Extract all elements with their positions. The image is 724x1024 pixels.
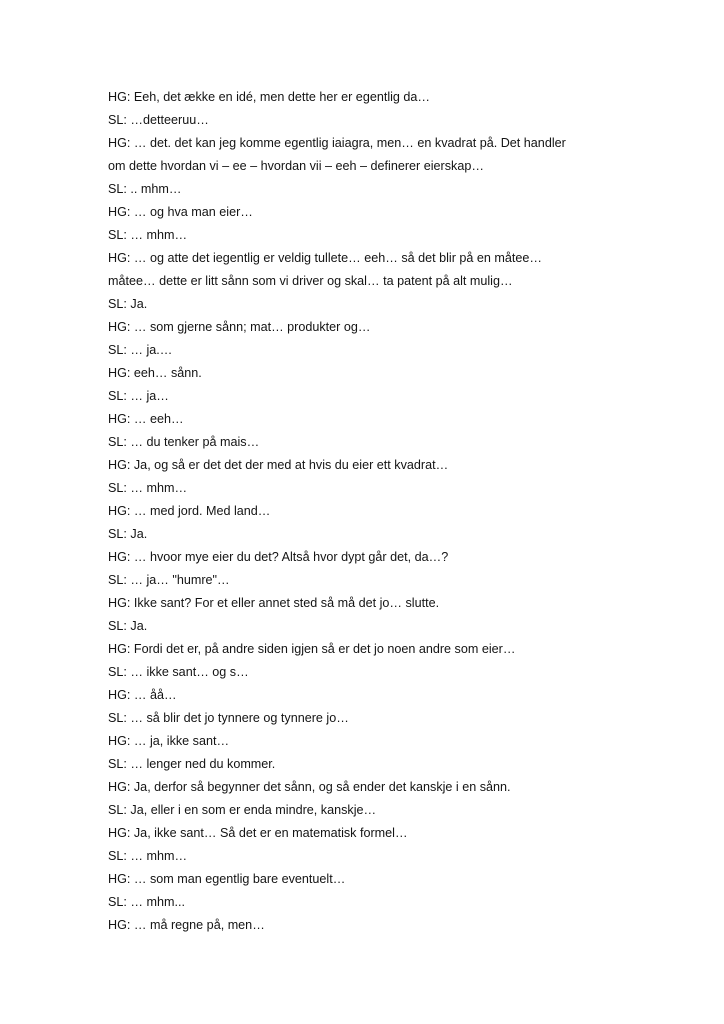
transcript-line: HG: … hvoor mye eier du det? Altså hvor dypt går det, da…? bbox=[108, 550, 449, 564]
transcript-line: SL: … ja.… bbox=[108, 343, 173, 357]
transcript-line: SL: Ja. bbox=[108, 297, 148, 311]
transcript-line: HG: … og hva man eier… bbox=[108, 205, 253, 219]
transcript-line: HG: … som gjerne sånn; mat… produkter og… bbox=[108, 320, 371, 334]
transcript-line: HG: … det. det kan jeg komme egentlig iaiagra, men… en kvadrat på. Det handler bbox=[108, 136, 566, 150]
transcript-line: SL: .. mhm… bbox=[108, 182, 182, 196]
transcript-line: SL: … ikke sant… og s… bbox=[108, 665, 249, 679]
transcript-line: SL: …detteeruu… bbox=[108, 113, 209, 127]
transcript-line: SL: … mhm… bbox=[108, 481, 188, 495]
transcript-line: HG: Ja, og så er det det der med at hvis du eier ett kvadrat… bbox=[108, 458, 449, 472]
transcript-line: HG: Ikke sant? For et eller annet sted så må det jo… slutte. bbox=[108, 596, 440, 610]
transcript-line: HG: Fordi det er, på andre siden igjen så er det jo noen andre som eier… bbox=[108, 642, 516, 656]
transcript-line: HG: Ja, ikke sant… Så det er en matematisk formel… bbox=[108, 826, 408, 840]
transcript-line: HG: … må regne på, men… bbox=[108, 918, 265, 932]
transcript-line: SL: … mhm… bbox=[108, 849, 188, 863]
transcript-line: SL: … lenger ned du kommer. bbox=[108, 757, 276, 771]
transcript-line: SL: Ja, eller i en som er enda mindre, kanskje… bbox=[108, 803, 377, 817]
transcript-line: SL: … så blir det jo tynnere og tynnere jo… bbox=[108, 711, 349, 725]
transcript-line: HG: Eeh, det ække en idé, men dette her er egentlig da… bbox=[108, 90, 431, 104]
transcript-line: HG: … ja, ikke sant… bbox=[108, 734, 230, 748]
transcript-line: SL: … ja… "humre"… bbox=[108, 573, 230, 587]
transcript bbox=[108, 86, 608, 937]
transcript-line: HG: … med jord. Med land… bbox=[108, 504, 271, 518]
transcript-line: HG: … som man egentlig bare eventuelt… bbox=[108, 872, 346, 886]
transcript-line: SL: … ja… bbox=[108, 389, 169, 403]
transcript-line: SL: Ja. bbox=[108, 619, 148, 633]
transcript-line: SL: … mhm… bbox=[108, 228, 188, 242]
transcript-line: HG: eeh… sånn. bbox=[108, 366, 202, 380]
transcript-line: måtee… dette er litt sånn som vi driver og skal… ta patent på alt mulig… bbox=[108, 274, 513, 288]
transcript-line: HG: … åå… bbox=[108, 688, 177, 702]
transcript-line: SL: … du tenker på mais… bbox=[108, 435, 260, 449]
transcript-line: SL: Ja. bbox=[108, 527, 148, 541]
transcript-line: HG: … eeh… bbox=[108, 412, 184, 426]
transcript-line: om dette hvordan vi – ee – hvordan vii – eeh – definerer eierskap… bbox=[108, 159, 484, 173]
transcript-line: HG: Ja, derfor så begynner det sånn, og så ender det kanskje i en sånn. bbox=[108, 780, 511, 794]
transcript-line: HG: … og atte det iegentlig er veldig tullete… eeh… så det blir på en måtee… bbox=[108, 251, 543, 265]
transcript-line: SL: … mhm... bbox=[108, 895, 185, 909]
